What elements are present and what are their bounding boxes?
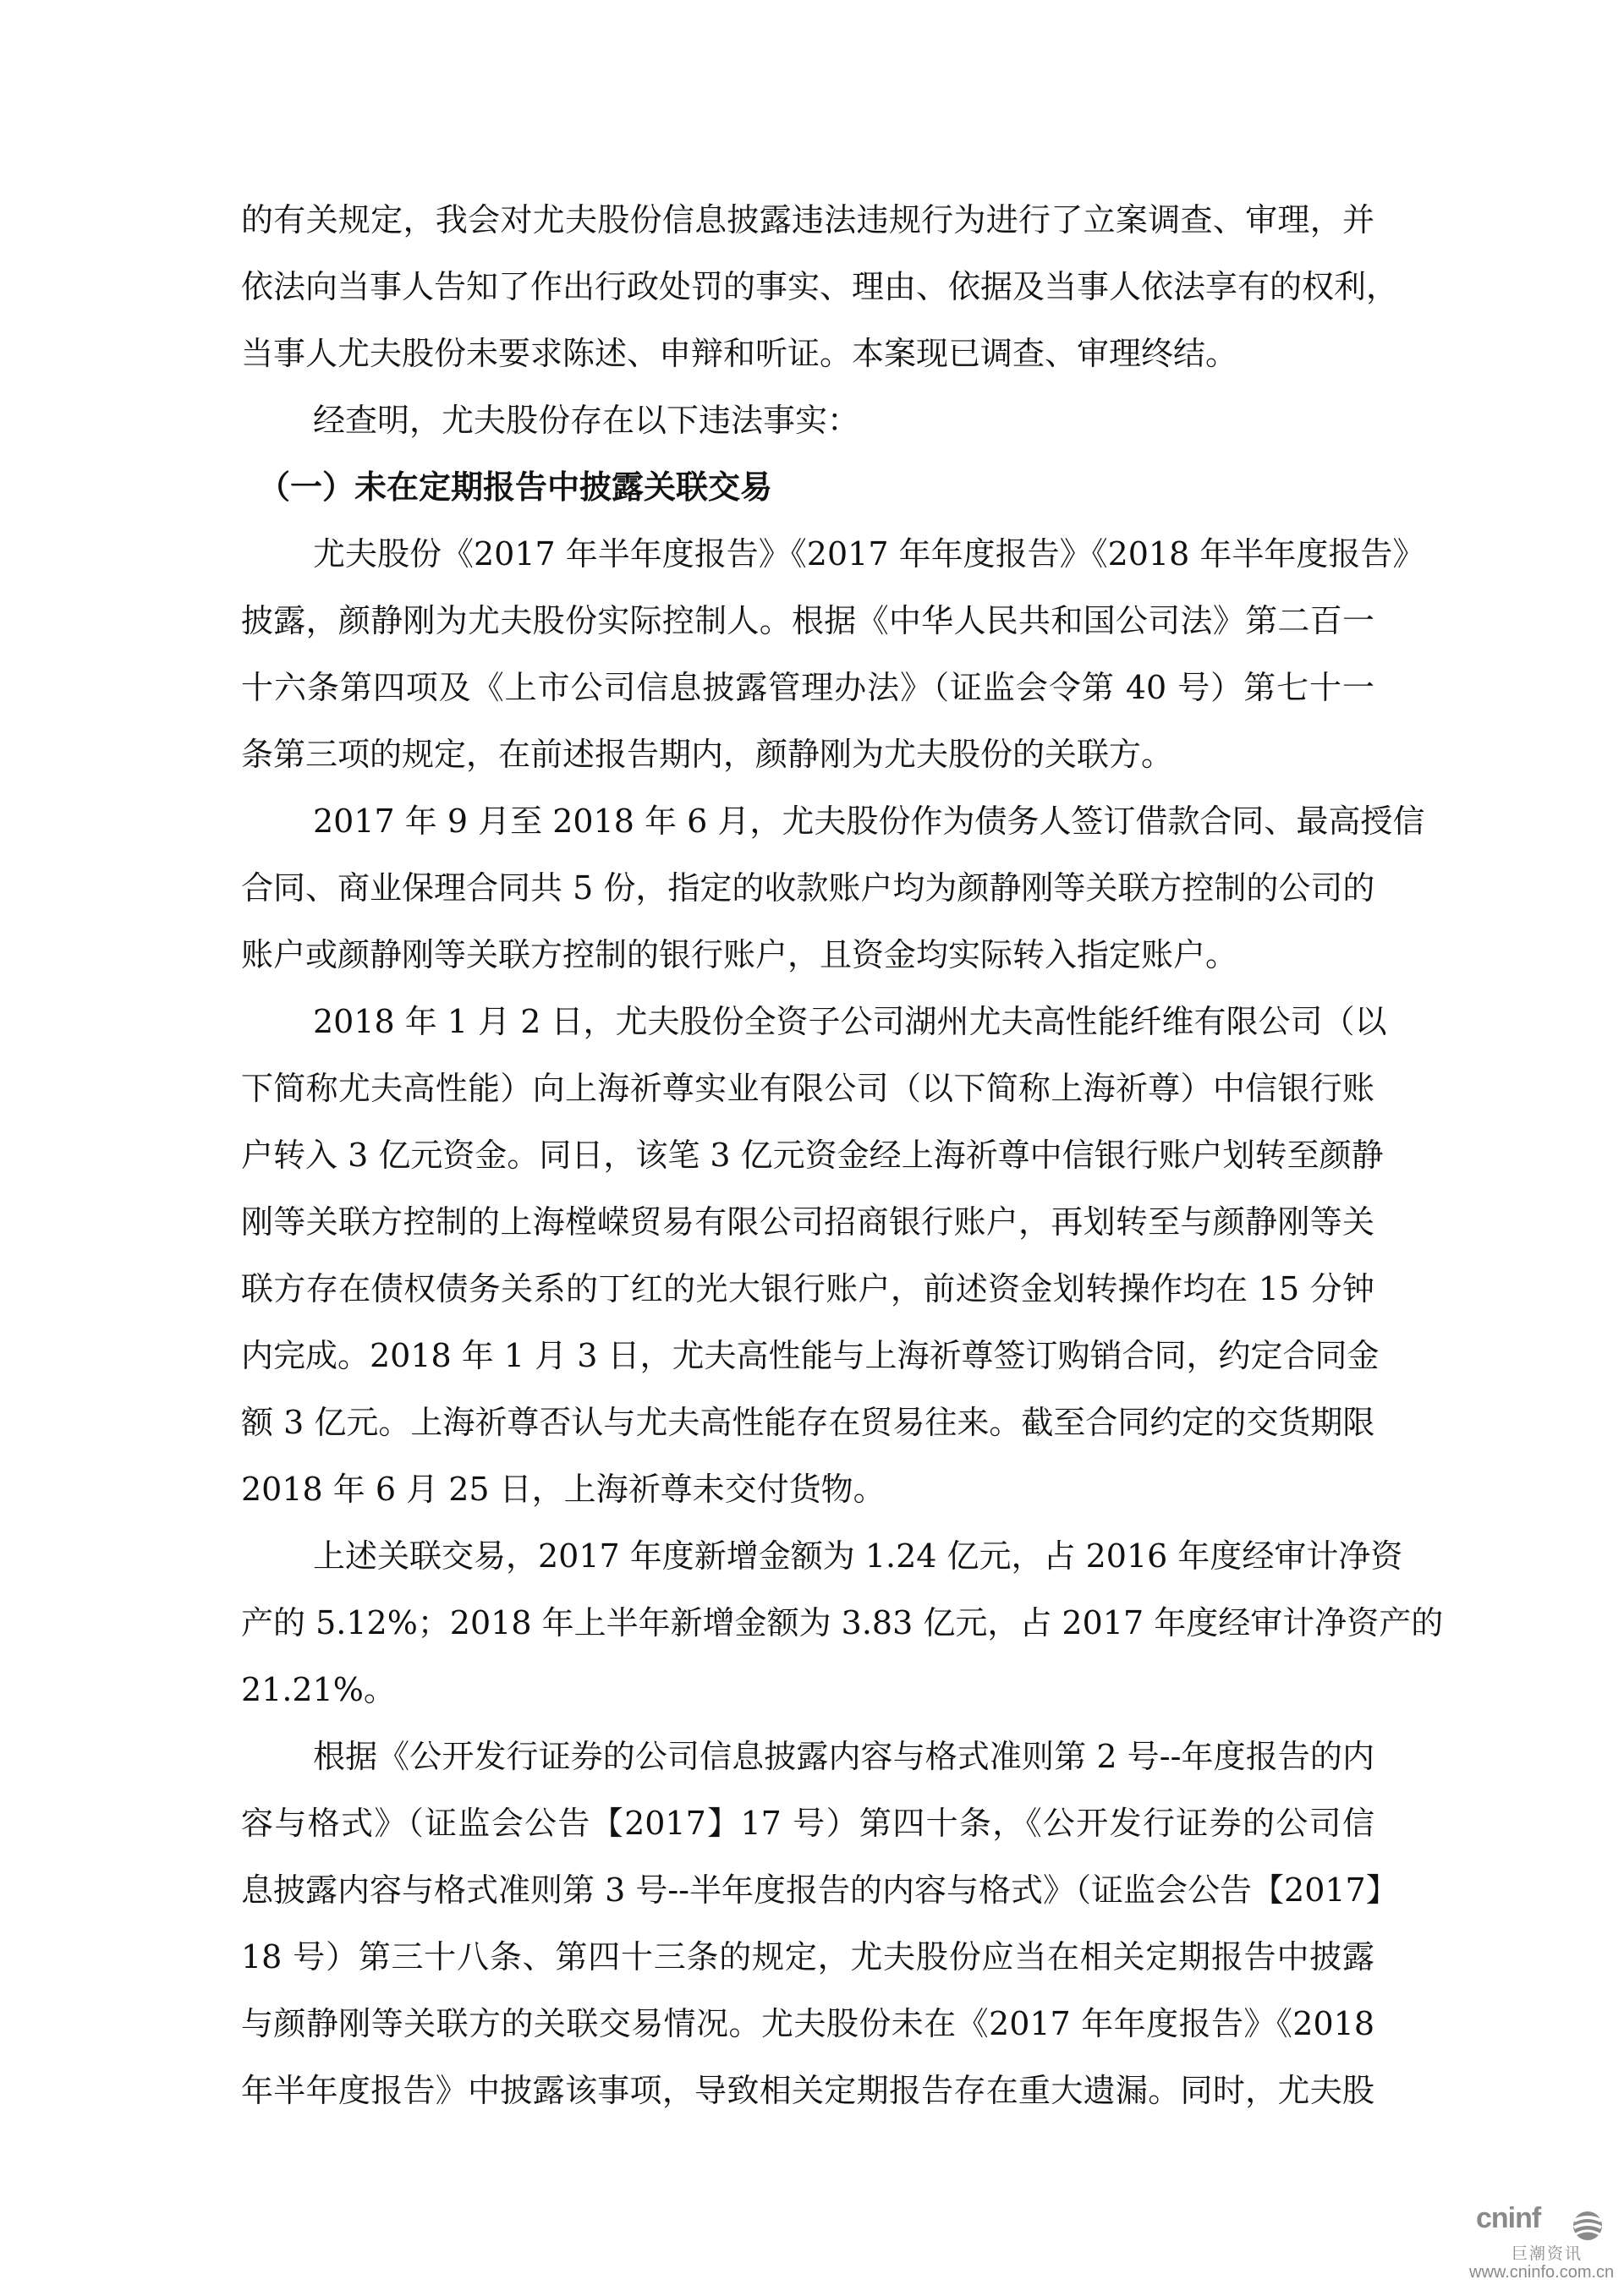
text-line: 21.21%。	[241, 1671, 396, 1708]
section-heading: （一）未在定期报告中披露关联交易	[258, 469, 773, 506]
text-line: 产的 5.12%；2018 年上半年新增金额为 3.83 亿元，占 2017 年度经审计净资产的	[241, 1604, 1444, 1641]
watermark-url: www.cninfo.com.cn	[1469, 2263, 1615, 2282]
text-line: 2017 年 9 月至 2018 年 6 月，尤夫股份作为债务人签订借款合同、最高授信	[313, 803, 1425, 840]
text-line: 尤夫股份《2017 年半年度报告》《2017 年年度报告》《2018 年半年度报告》	[313, 535, 1425, 573]
text-line: 18 号）第三十八条、第四十三条的规定，尤夫股份应当在相关定期报告中披露	[241, 1938, 1374, 1975]
text-line: 年半年度报告》中披露该事项，导致相关定期报告存在重大遗漏。同时，尤夫股	[241, 2072, 1374, 2109]
text-line: 刚等关联方控制的上海樘嵘贸易有限公司招商银行账户，再划转至与颜静刚等关	[241, 1203, 1374, 1241]
text-line: 2018 年 1 月 2 日，尤夫股份全资子公司湖州尤夫高性能纤维有限公司（以	[313, 1003, 1387, 1040]
text-line: 条第三项的规定，在前述报告期内，颜静刚为尤夫股份的关联方。	[241, 736, 1174, 773]
cninfo-watermark	[1469, 2199, 1624, 2292]
text-line: 下简称尤夫高性能）向上海祈尊实业有限公司（以下简称上海祈尊）中信银行账	[241, 1070, 1374, 1107]
text-line: 与颜静刚等关联方的关联交易情况。尤夫股份未在《2017 年年度报告》《2018	[241, 2005, 1374, 2042]
watermark-cn-name: 巨潮资讯	[1512, 2244, 1583, 2263]
text-line: 容与格式》（证监会公告【2017】17 号）第四十条，《公开发行证券的公司信	[241, 1805, 1374, 1842]
text-line: 息披露内容与格式准则第 3 号--半年度报告的内容与格式》（证监会公告【2017】	[241, 1871, 1398, 1909]
text-line: 联方存在债权债务关系的丁红的光大银行账户，前述资金划转操作均在 15 分钟	[241, 1270, 1374, 1307]
text-line: 经查明，尤夫股份存在以下违法事实：	[313, 402, 860, 439]
text-line: 内完成。2018 年 1 月 3 日，尤夫高性能与上海祈尊签订购销合同，约定合同金	[241, 1337, 1380, 1374]
cninfo-wave-icon	[1571, 2209, 1605, 2243]
text-line: 户转入 3 亿元资金。同日，该笔 3 亿元资金经上海祈尊中信银行账户划转至颜静	[241, 1137, 1384, 1174]
text-line: 账户或颜静刚等关联方控制的银行账户，且资金均实际转入指定账户。	[241, 936, 1238, 973]
text-line: 根据《公开发行证券的公司信息披露内容与格式准则第 2 号--年度报告的内	[313, 1738, 1374, 1775]
text-line: 2018 年 6 月 25 日，上海祈尊未交付货物。	[241, 1471, 886, 1508]
text-line: 披露，颜静刚为尤夫股份实际控制人。根据《中华人民共和国公司法》第二百一	[241, 602, 1374, 639]
text-line: 依法向当事人告知了作出行政处罚的事实、理由、依据及当事人依法享有的权利，	[241, 268, 1399, 305]
text-line: 合同、商业保理合同共 5 份，指定的收款账户均为颜静刚等关联方控制的公司的	[241, 869, 1375, 907]
text-line: 上述关联交易，2017 年度新增金额为 1.24 亿元，占 2016 年度经审计净资	[313, 1537, 1403, 1575]
text-line: 额 3 亿元。上海祈尊否认与尤夫高性能存在贸易往来。截至合同约定的交货期限	[241, 1404, 1375, 1441]
text-line: 的有关规定，我会对尤夫股份信息披露违法违规行为进行了立案调查、审理，并	[241, 201, 1374, 238]
text-line: 十六条第四项及《上市公司信息披露管理办法》（证监会令第 40 号）第七十一	[241, 669, 1374, 706]
text-line: 当事人尤夫股份未要求陈述、申辩和听证。本案现已调查、审理终结。	[241, 335, 1238, 372]
watermark-logo-text: cninf	[1476, 2202, 1541, 2234]
